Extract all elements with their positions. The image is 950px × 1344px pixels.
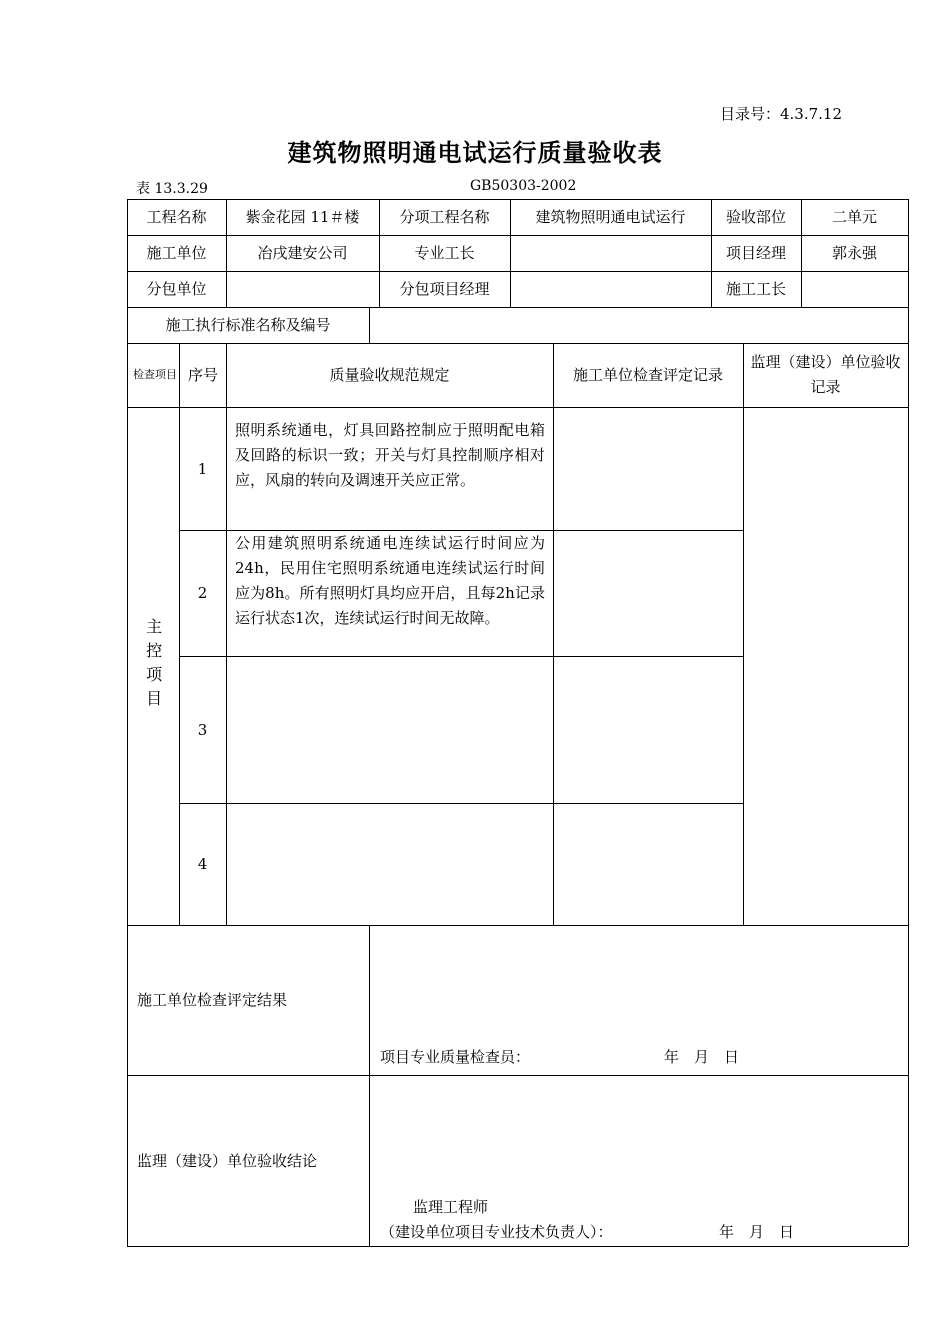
seq-header: 序号 — [187, 365, 218, 384]
sub-pm-label: 分包项目经理 — [399, 280, 490, 298]
contractor-value: 冶戌建安公司 — [257, 244, 348, 262]
foreman-label: 专业工长 — [414, 244, 475, 262]
acceptance-part-value: 二单元 — [831, 208, 877, 226]
standard-value — [369, 307, 908, 343]
project-name-value: 紫金花园 11＃楼 — [245, 208, 360, 226]
sub-project-label: 分项工程名称 — [399, 208, 490, 226]
project-manager-label: 项目经理 — [725, 244, 786, 262]
supervisor-record-header: 监理（建设）单位验收记录 — [750, 353, 901, 396]
supervising-engineer-label: 监理工程师 — [413, 1198, 489, 1216]
subcontractor-value — [226, 271, 379, 307]
foreman-value — [510, 235, 711, 271]
item-number: 3 — [197, 720, 208, 739]
table-number: 表 13.3.29 — [136, 181, 208, 197]
owner-rep-label: （建设单位项目专业技术负责人）： — [380, 1223, 613, 1241]
project-name-label: 工程名称 — [146, 208, 207, 226]
item-spec-text: 公用建筑照明系统通电连续试运行时间应为24h，民用住宅照明系统通电连续试运行时间应为8h。所有照明灯具均应开启，且每2h记录运行状态1次，连续试运行时间无故障。 — [235, 534, 545, 627]
project-manager-value: 郭永强 — [831, 244, 877, 262]
catalog-number: 目录号：4.3.7.12 — [720, 105, 843, 123]
sub-pm-value — [510, 271, 711, 307]
contractor-result-label: 施工单位检查评定结果 — [137, 991, 288, 1009]
standard-label: 施工执行标准名称及编号 — [165, 316, 331, 334]
item-spec-text: 照明系统通电，灯具回路控制应于照明配电箱及回路的标识一致；开关与灯具控制顺序相对应，风扇的转向及调速开关应正常。 — [235, 421, 545, 489]
contractor-label: 施工单位 — [146, 244, 207, 262]
contractor-record-header: 施工单位检查评定记录 — [572, 366, 723, 384]
main-control-label: 主控项目 — [143, 618, 163, 714]
acceptance-part-label: 验收部位 — [725, 208, 786, 226]
supervisor-date: 年 月 日 — [719, 1223, 795, 1241]
item-number: 4 — [197, 855, 208, 873]
supervisor-conclusion-label: 监理（建设）单位验收结论 — [137, 1151, 318, 1170]
worker-leader-label: 施工工长 — [725, 280, 786, 298]
quality-inspector-label: 项目专业质量检查员： — [380, 1048, 531, 1066]
sub-project-value: 建筑物照明通电试运行 — [535, 208, 686, 226]
spec-header: 质量验收规范规定 — [329, 366, 450, 384]
contractor-date: 年 月 日 — [664, 1048, 740, 1066]
subcontractor-label: 分包单位 — [146, 280, 207, 298]
check-item-header: 检查项目 — [133, 367, 177, 381]
form-title: 建筑物照明通电试运行质量验收表 — [287, 138, 663, 167]
item-number: 2 — [197, 584, 208, 602]
standard-number: GB50303-2002 — [470, 178, 577, 194]
item-number: 1 — [197, 459, 208, 478]
worker-leader-value — [801, 271, 908, 307]
